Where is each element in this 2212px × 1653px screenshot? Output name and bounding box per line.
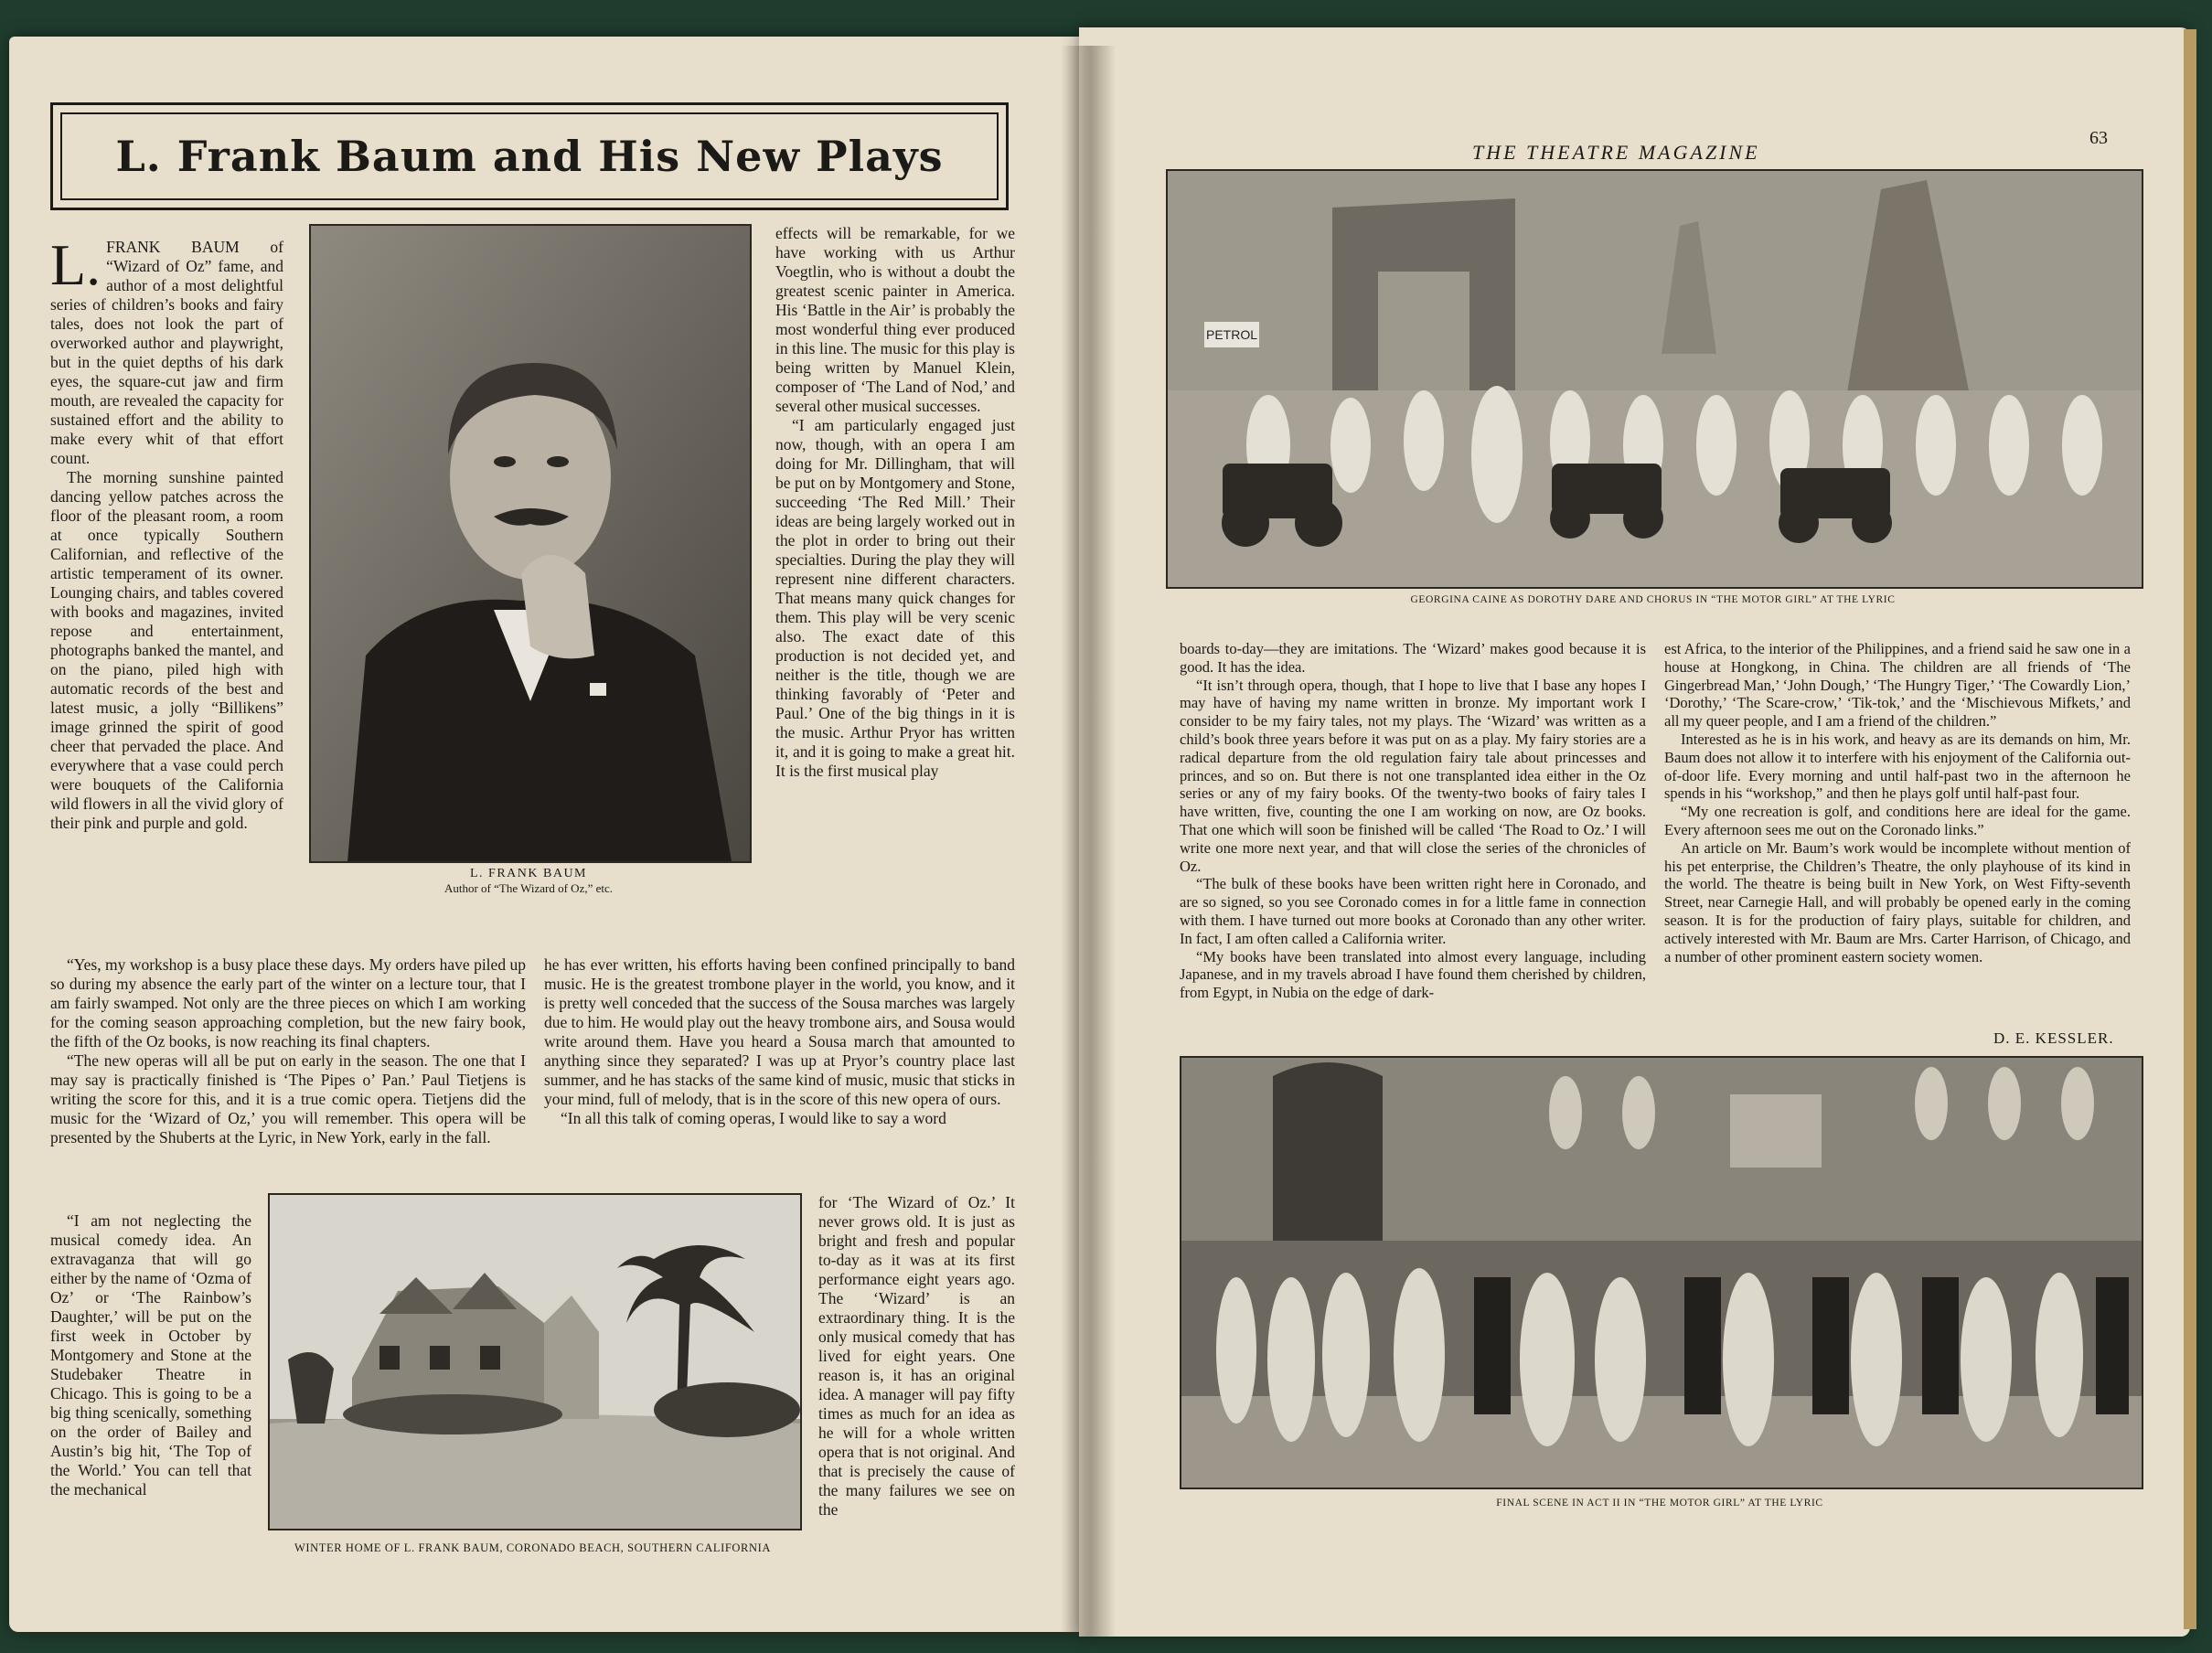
left-wide-block (50, 955, 526, 1147)
left-col3 (775, 224, 1015, 781)
article-title-box (50, 102, 1009, 210)
paragraph: Interested as he is in his work, and heavy as are its demands on him, Mr. Baum does not allow it to interfere with his enjoyment of the California out-of-door life. Every morning and until half-past two in the afternoon he spends in his “workshop,” and then he plays golf until half-past four. (1664, 730, 2131, 803)
book-edge (2184, 29, 2196, 1629)
right-col-left (1180, 640, 1646, 1002)
paragraph: “In all this talk of coming operas, I would like to say a word (561, 1109, 946, 1127)
final-scene-image (1181, 1058, 2142, 1488)
paragraph: “I am particularly engaged just now, though, with an opera I am doing for Mr. Dillingham, that will be put on by Montgomery and Stone, succeeding ‘The Red Mill.’ Their ideas are being largely worked out in the plot in order to bring out their specialties. During the play they will represent nine different characters. That means many quick changes for them. This play will be very scenic also. The exact date of this production is not decided yet, and neither is the title, though we are thinking favorably of ‘Peter and Paul.’ One of the big things in it is the music. Arthur Pryor has written it, and it is going to make a great hit. It is the first musical play (775, 416, 1015, 780)
petrol-sign: PETROL (1205, 327, 1258, 342)
portrait-image (311, 226, 750, 861)
bottom-stage-photo (1180, 1056, 2143, 1489)
stage-scene-image (1168, 171, 2142, 587)
portrait-caption-name: L. FRANK BAUM (469, 867, 587, 880)
paragraph: “My one recreation is golf, and conditions here are ideal for the game. Every afternoon sees me out on the Coronado links.” (1664, 803, 2131, 838)
running-head: THE THEATRE MAGAZINE (1472, 141, 1760, 164)
paragraph: “My books have been translated into almost every language, including Japanese, and in my travels abroad I have found them cherished by children, from Egypt, in Nubia on the edge of dark- (1180, 947, 1646, 1002)
house-caption: WINTER HOME OF L. FRANK BAUM, CORONADO BEACH, SOUTHERN CALIFORNIA (294, 1541, 771, 1554)
paragraph: “The new operas will all be put on early in the season. The one that I may say is practically finished is ‘The Pipes o’ Pan.’ Paul Tietjens is writing the score for this, and it is a true comic opera. Tietjens did the music for the ‘Wizard of Oz,’ you will remember. This opera will be presented by the Shuberts at the Lyric, in New York, early in the fall. (50, 1051, 526, 1146)
portrait-caption (309, 867, 748, 896)
left-col1 (50, 232, 283, 833)
paragraph: he has ever written, his efforts having been confined principally to band music. He is the greatest trombone player in the world, you know, and it is pretty well conceded that the success of the Sousa marches was largely due to him. He would play out the heavy trombone airs, and Sousa would write around them. Have you heard a Sousa march that amounted to anything since they separated? I was up at Pryor’s country place last summer, and he has stacks of the same kind of music, music that sticks in your mind, full of melody, that is in the score of this new opera of ours. (544, 955, 1015, 1108)
top-stage-photo (1166, 169, 2143, 589)
portrait-photo (309, 224, 752, 863)
book-gutter (1061, 46, 1116, 1637)
paragraph: An article on Mr. Baum’s work would be incomplete without mention of his pet enterprise, the Children’s Theatre, the only playhouse of its kind in the world. The theatre is being built in New York, on West Fifty-seventh Street, near Carnegie Hall, and will probably be opened early in the coming season. It is for the production of fairy plays, suitable for children, and actively interested with Mr. Baum are Mrs. Carter Harrison, of Chicago, and a number of other prominent eastern society women. (1664, 838, 2131, 965)
author-signature: D. E. KESSLER. (1993, 1029, 2114, 1047)
house-image (270, 1195, 800, 1529)
paragraph: FRANK BAUM of “Wizard of Oz” fame, and author of a most delightful series of children’s books and fairy tales, does not look the part of overworked author and playwright, but in the quiet depths of his dark eyes, the square-cut jaw and firm mouth, are revealed the capacity for sustained effort and the ability to make every whit of that effort count. (50, 238, 283, 467)
paragraph: effects will be remarkable, for we have working with us Arthur Voegtlin, who is without a doubt the greatest scenic painter in America. His ‘Battle in the Air’ is probably the most wonderful thing ever produced in this line. The music for this play is being written by Manuel Klein, composer of ‘The Land of Nod,’ and several other musical successes. (775, 224, 1015, 415)
paragraph: The morning sunshine painted dancing yellow patches across the floor of the pleasant room, a room at once typically Southern Californian, and reflective of the artistic temperament of its owner. Lounging chairs, and tables covered with books and magazines, invited repose and entertainment, photographs banked the mantel, and on the piano, piled high with automatic records of the best and latest music, a jolly “Billikens” image grinned the spirit of good cheer that pervaded the place. And everywhere that a vase could perch were bouquets of the California wild flowers in all the vivid glory of their pink and purple and gold. (50, 468, 283, 832)
paragraph: “I am not neglecting the musical comedy idea. An extravaganza that will go either by the name of ‘Ozma of Oz’ or ‘The Rainbow’s Daughter,’ will be put on the first week in October by Montgomery and Stone at the Studebaker Theatre in Chicago. This is going to be a big thing scenically, something on the order of Bailey and Austin’s big hit, ‘The Top of the World.’ You can tell that the mechanical (50, 1211, 251, 1498)
magazine-spread (9, 18, 2199, 1637)
drop-cap: L. (50, 232, 102, 297)
portrait-caption-sub: Author of “The Wizard of Oz,” etc. (443, 881, 614, 895)
left-col3-bottom (818, 1193, 1015, 1520)
paragraph: “The bulk of these books have been written right here in Coronado, and are so signed, so you see Coronado comes in for a little fame in connection with them. I have turned out more books at Coronado than any other writer. In fact, I am often called a California writer. (1180, 875, 1646, 947)
article-title: L. Frank Baum and His New Plays (60, 112, 999, 200)
bottom-photo-caption: FINAL SCENE IN ACT II IN “THE MOTOR GIRL” AT THE LYRIC (1496, 1498, 1823, 1509)
paragraph: boards to-day—they are imitations. The ‘Wizard’ makes good because it is good. It has the idea. (1180, 640, 1646, 676)
left-col23-block (544, 955, 1015, 1128)
paragraph: for ‘The Wizard of Oz.’ It never grows old. It is just as bright and fresh and popular to-day as it was at its first performance eight years ago. The ‘Wizard’ is an extraordinary thing. It is the only musical comedy that has lived for eight years. One reason is, it has an original idea. A manager will pay fifty times as much for an idea as he will for a whole written opera that is not original. And that is precisely the cause of the many failures we see on the (818, 1193, 1015, 1519)
paragraph: “Yes, my workshop is a busy place these days. My orders have piled up so during my absence the early part of the winter on a lecture tour, that I am fairly swamped. Not only are the three pieces on which I am working for the coming season approaching completion, but the new fairy book, the fifth of the Oz books, is now reaching its final chapters. (50, 955, 526, 1050)
paragraph: “It isn’t through opera, though, that I hope to live that I base any hopes I may have of having my name written in bronze. My important work I consider to be my fairy tales, not my plays. The ‘Wizard’ was written as a child’s book three years before it was put on as a play. My fairy stories are a radical departure from the old regulation fairy tale about princesses and princes, and so on. But there is not one transplanted idea either in the Oz series or any of my fairy books. Of the twenty-two books of fairy tales I have written, five, counting the one I am working on now, are Oz books. That one which will soon be finished will be called ‘The Road to Oz.’ I will write one more next year, and that will close the series of the chronicles of Oz. (1180, 676, 1646, 875)
paragraph: est Africa, to the interior of the Philippines, and a friend said he saw one in a house at Hongkong, in China. The children are all friends of ‘The Gingerbread Man,’ ‘John Dough,’ ‘The Hungry Tiger,’ ‘The Cowardly Lion,’ ‘Dorothy,’ ‘The Scare-crow,’ ‘Tik-tok,’ and the ‘Mischievous Mifkets,’ and all my queer people, and I am a friend of the children.” (1664, 640, 2131, 731)
house-photo (268, 1193, 802, 1530)
right-col-right (1664, 640, 2131, 965)
page-number: 63 (2089, 128, 2108, 148)
left-col1-bottom (50, 1211, 251, 1499)
top-photo-caption: GEORGINA CAINE AS DOROTHY DARE AND CHORUS IN “THE MOTOR GIRL” AT THE LYRIC (1410, 594, 1896, 605)
